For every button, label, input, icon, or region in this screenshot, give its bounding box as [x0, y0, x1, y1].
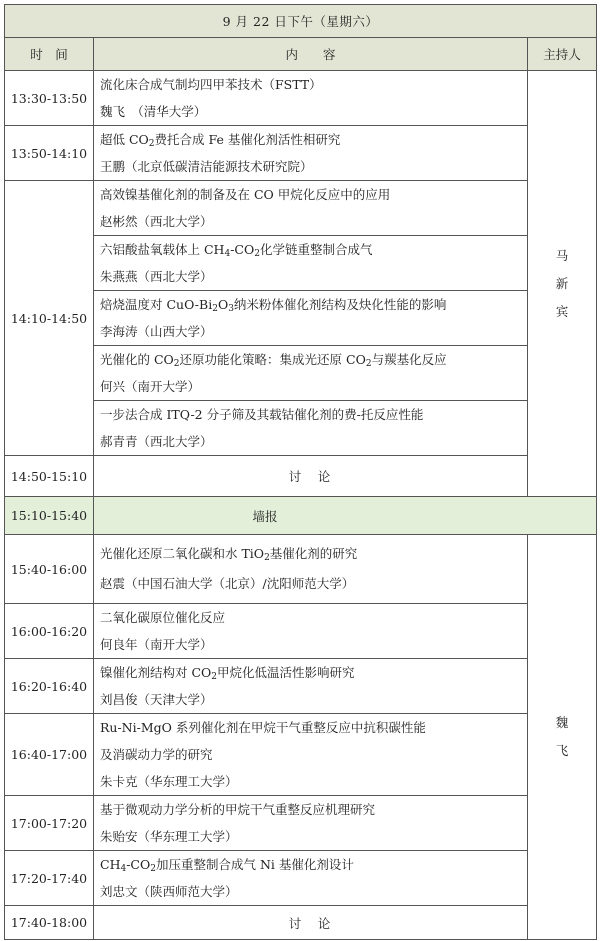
talk-title: 六铝酸盐氧载体上 $CH_4-CO_2$化学链重整制合成气: [100, 242, 373, 259]
time-cell: 17:00-17:20: [5, 796, 94, 851]
time-cell: 15:10-15:40: [5, 497, 94, 535]
table-row: [5, 291, 597, 346]
break-label: 墙报: [94, 497, 597, 535]
talk-title: 二氧化碳原位催化反应: [100, 610, 226, 625]
talk-cell: [94, 181, 528, 236]
talk-title: 光催化还原二氧化碳和水 TiO$_2$基催化剂的研究: [100, 546, 358, 563]
talk-cell: [94, 604, 528, 659]
time-cell: 16:00-16:20: [5, 604, 94, 659]
talk-speaker: 李海涛（山西大学）: [100, 324, 213, 339]
talk-speaker: 刘忠文（陕西师范大学）: [100, 884, 238, 899]
talk-title: 一步法合成 ITQ-2 分子筛及其载钴催化剂的费-托反应性能: [100, 407, 424, 422]
talk-speaker: 王鹏（北京低碳清洁能源技术研究院）: [100, 159, 313, 174]
talk-cell: [94, 291, 528, 346]
time-cell: 13:30-13:50: [5, 71, 94, 126]
host-char: 新: [555, 275, 569, 291]
time-cell: 17:20-17:40: [5, 851, 94, 906]
title-row: [5, 5, 597, 38]
talk-cell: [94, 401, 528, 456]
table-row: [5, 659, 597, 714]
host-cell: [528, 535, 597, 940]
table-row: [5, 796, 597, 851]
discussion-cell: 讨 论: [94, 456, 528, 497]
talk-cell: [94, 714, 528, 796]
talk-speaker: 赵彬然（西北大学）: [100, 214, 213, 229]
talk-speaker: 赵震（中国石油大学（北京）/沈阳师范大学）: [100, 576, 355, 591]
talk-speaker: 何良年（南开大学）: [100, 637, 213, 652]
host-char: 马: [555, 247, 569, 263]
talk-title: 镍催化剂结构对 $CO_2$甲烷化低温活性影响研究: [100, 665, 355, 682]
table-row: [5, 401, 597, 456]
table-row: [5, 346, 597, 401]
talk-title: 基于微观动力学分析的甲烷干气重整反应机理研究: [100, 802, 376, 817]
talk-title: 及消碳动力学的研究: [100, 747, 213, 762]
talk-speaker: 刘昌俊（天津大学）: [100, 692, 213, 707]
talk-title: 流化床合成气制均四甲苯技术（FSTT）: [100, 77, 322, 92]
discussion-cell: 讨 论: [94, 906, 528, 940]
header-time: 时 间: [5, 38, 94, 71]
break-row: [5, 497, 597, 535]
schedule-title: 9 月 22 日下午（星期六）: [5, 5, 597, 38]
talk-title: 光催化的 $CO_2$还原功能化策略：集成光还原 $CO_2$与羰基化反应: [100, 352, 447, 369]
talk-title: $CH_4-CO_2$加压重整制合成气 Ni 基催化剂设计: [100, 857, 354, 874]
talk-speaker: 郝青青（西北大学）: [100, 434, 213, 449]
time-cell: 14:10-14:50: [5, 181, 94, 456]
talk-title: 超低 $CO_2$费托合成 Fe 基催化剂活性相研究: [100, 132, 341, 149]
talk-speaker: 朱燕燕（西北大学）: [100, 269, 213, 284]
table-row: [5, 906, 597, 940]
table-row: [5, 181, 597, 236]
talk-cell: [94, 71, 528, 126]
talk-cell: [94, 851, 528, 906]
talk-cell: [94, 796, 528, 851]
table-row: [5, 851, 597, 906]
host-char: 宾: [555, 303, 569, 319]
talk-speaker: 朱贻安（华东理工大学）: [100, 829, 238, 844]
talk-cell: [94, 346, 528, 401]
host-char: 飞: [555, 743, 569, 758]
time-cell: 16:20-16:40: [5, 659, 94, 714]
header-content: 内 容: [94, 38, 528, 71]
talk-cell: [94, 659, 528, 714]
host-char: 魏: [555, 715, 569, 730]
talk-speaker: 魏飞 （清华大学）: [100, 104, 207, 119]
table-row: [5, 71, 597, 126]
time-cell: 14:50-15:10: [5, 456, 94, 497]
table-row: [5, 714, 597, 796]
table-row: [5, 535, 597, 604]
schedule-table: [4, 4, 597, 940]
talk-cell: [94, 126, 528, 181]
table-row: [5, 126, 597, 181]
table-row: [5, 456, 597, 497]
talk-speaker: 何兴（南开大学）: [100, 379, 201, 394]
header-host: 主持人: [528, 38, 597, 71]
table-row: [5, 236, 597, 291]
talk-speaker: 朱卡克（华东理工大学）: [100, 774, 238, 789]
talk-title: 高效镍基催化剂的制备及在 CO 甲烷化反应中的应用: [100, 187, 391, 202]
table-row: [5, 604, 597, 659]
time-cell: 16:40-17:00: [5, 714, 94, 796]
time-cell: 13:50-14:10: [5, 126, 94, 181]
talk-title: Ru-Ni-MgO 系列催化剂在甲烷干气重整反应中抗积碳性能: [100, 720, 426, 735]
host-cell: [528, 71, 597, 497]
header-row: [5, 38, 597, 71]
time-cell: 15:40-16:00: [5, 535, 94, 604]
talk-cell: [94, 535, 528, 604]
time-cell: 17:40-18:00: [5, 906, 94, 940]
talk-title: 焙烧温度对 CuO-$Bi_2O_3$纳米粉体催化剂结构及炔化性能的影响: [100, 297, 447, 314]
talk-cell: [94, 236, 528, 291]
